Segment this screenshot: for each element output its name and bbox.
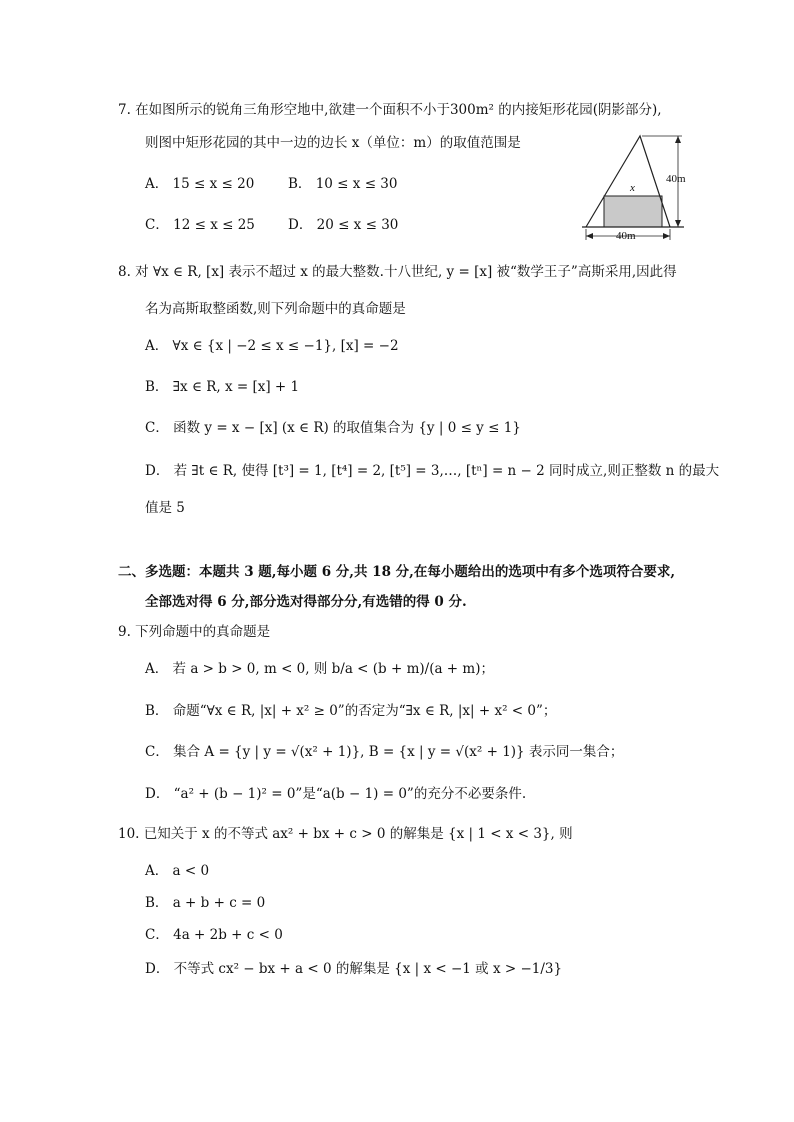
q8-option-a: A． ∀x ∈ {x | −2 ≤ x ≤ −1}, [x] = −2 [145,338,399,354]
section2-heading-line1: 二、多选题：本题共 3 题,每小题 6 分,共 18 分,在每小题给出的选项中有多个选项符合要求, [118,564,676,580]
q9-option-d: D． “a² + (b − 1)² = 0”是“a(b − 1) = 0”的充分不必要条件. [145,786,527,802]
q8-option-d-line2: 值是 5 [145,500,185,516]
q10-option-c: C． 4a + 2b + c < 0 [145,927,283,943]
section2-heading-line2: 全部选对得 6 分,部分选对得部分分,有选错的得 0 分. [145,594,467,610]
q7-stem-line1: 7. 在如图所示的锐角三角形空地中,欲建一个面积不小于300m² 的内接矩形花园(阴影部分), [118,102,662,118]
q7-option-c: C． 12 ≤ x ≤ 25 [145,217,255,233]
q8-option-c: C． 函数 y = x − [x] (x ∈ R) 的取值集合为 {y | 0 ≤ y ≤ 1} [145,420,521,436]
q7-option-d: D． 20 ≤ x ≤ 30 [288,217,399,233]
q7-x-label: x [630,182,635,194]
q8-option-d-line1: D． 若 ∃t ∈ R, 使得 [t³] = 1, [t⁴] = 2, [t⁵] = 3,…, [tⁿ] = n − 2 同时成立,则正整数 n 的最大 [145,463,720,479]
q7-triangle-figure [578,128,708,243]
q7-option-a: A． 15 ≤ x ≤ 20 [145,176,255,192]
q8-stem-line2: 名为高斯取整函数,则下列命题中的真命题是 [145,301,406,317]
q9-option-c: C． 集合 A = {y | y = √(x² + 1)}, B = {x | y = √(x² + 1)} 表示同一集合； [145,744,624,760]
q7-stem-line2: 则图中矩形花园的其中一边的边长 x（单位：m）的取值范围是 [145,135,521,151]
q10-option-d: D． 不等式 cx² − bx + a < 0 的解集是 {x | x < −1 或 x > −1/3} [145,961,563,977]
q7-rectangle-garden [604,196,662,227]
q8-option-b: B． ∃x ∈ R, x = [x] + 1 [145,379,300,395]
q7-base-label: 40m [616,230,636,242]
q7-option-b: B． 10 ≤ x ≤ 30 [288,176,398,192]
q10-option-b: B． a + b + c = 0 [145,895,266,911]
q9-option-b: B． 命题“∀x ∈ R, |x| + x² ≥ 0”的否定为“∃x ∈ R, |x| + x² < 0”； [145,703,557,719]
q10-option-a: A． a < 0 [145,863,210,879]
q7-height-label: 40m [666,173,686,185]
q9-stem: 9. 下列命题中的真命题是 [118,624,271,640]
q9-option-a: A． 若 a > b > 0, m < 0, 则 b/a < (b + m)/(a + m)； [145,661,494,677]
q8-stem-line1: 8. 对 ∀x ∈ R, [x] 表示不超过 x 的最大整数.十八世纪, y = [x] 被“数学王子”高斯采用,因此得 [118,264,677,280]
q10-stem: 10. 已知关于 x 的不等式 ax² + bx + c > 0 的解集是 {x | 1 < x < 3}, 则 [118,826,573,842]
